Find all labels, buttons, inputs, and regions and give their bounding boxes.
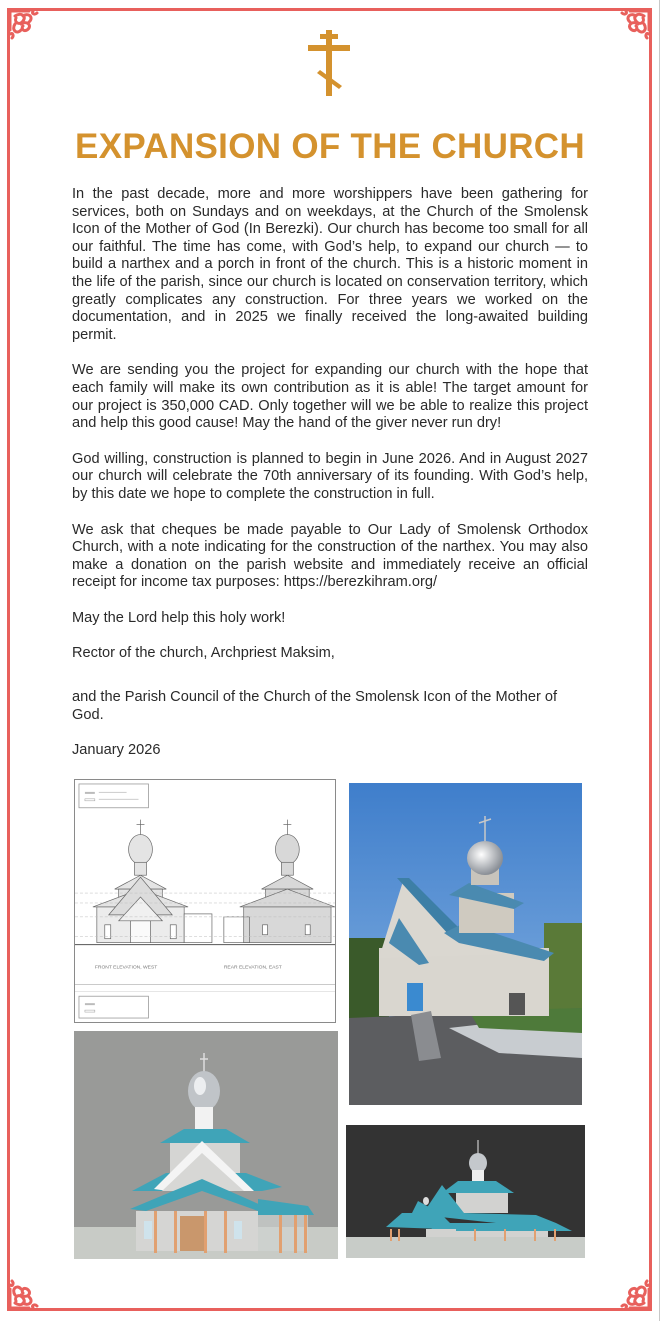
- corner-ornament-icon: [612, 1271, 652, 1311]
- church-photo-image: [349, 783, 582, 1105]
- orthodox-cross-icon: [306, 30, 352, 96]
- paragraph-donation: We ask that cheques be made payable to Our Lady of Smolensk Orthodox Church, with a note indicating for the construction of the narthex. You may also make a donation on the parish website and immediately receive an official receipt for income tax purposes: https://berezkihram.org/: [72, 521, 588, 591]
- front-elevation-label: FRONT ELEVATION, WEST: [94, 965, 158, 971]
- page-edge-line: [659, 0, 660, 1321]
- elevation-drawing-image: [74, 779, 336, 1023]
- render-side-image: [346, 1125, 585, 1258]
- corner-ornament-icon: [612, 8, 652, 48]
- paragraph-intro: In the past decade, more and more worshippers have been gathering for services, both on Sundays and on weekdays, at the Church of the Smolensk Icon of the Mother of God (In Berezki). Our church has become too small for all our faithful. The time has come, with God’s help, to expand our church — to build a narthex and a porch in front of the church. This is a historic moment in the life of the parish, since our church is located on conservation territory, which greatly complicates any construction. For three years we worked on the documentation, and in 2025 we finally received the long-awaited building permit.: [72, 186, 588, 343]
- letter-date: January 2026: [72, 742, 161, 759]
- corner-ornament-icon: [7, 8, 47, 48]
- letter-body: [72, 186, 588, 778]
- page-title: EXPANSION OF THE CHURCH: [75, 127, 585, 166]
- blessing-line: May the Lord help this holy work!: [72, 609, 286, 626]
- rear-elevation-label: REAR ELEVATION, EAST: [223, 965, 282, 971]
- signature-council: and the Parish Council of the Church of the Smolensk Icon of the Mother of God.: [72, 689, 558, 723]
- render-front-image: [74, 1031, 338, 1259]
- paragraph-appeal: We are sending you the project for expanding our church with the hope that each family will make its own contribution as it is able! The target amount for our project is 350,000 CAD. Only together will we be able to realize this project and help this good cause! May the hand of the giver never run dry!: [72, 362, 588, 432]
- signature-rector: Rector of the church, Archpriest Maksim,: [72, 645, 335, 662]
- corner-ornament-icon: [7, 1271, 47, 1311]
- paragraph-schedule: God willing, construction is planned to begin in June 2026. And in August 2027 our church will celebrate the 70th anniversary of its founding. With God’s help, by this date we hope to complete the construction in full.: [72, 450, 588, 502]
